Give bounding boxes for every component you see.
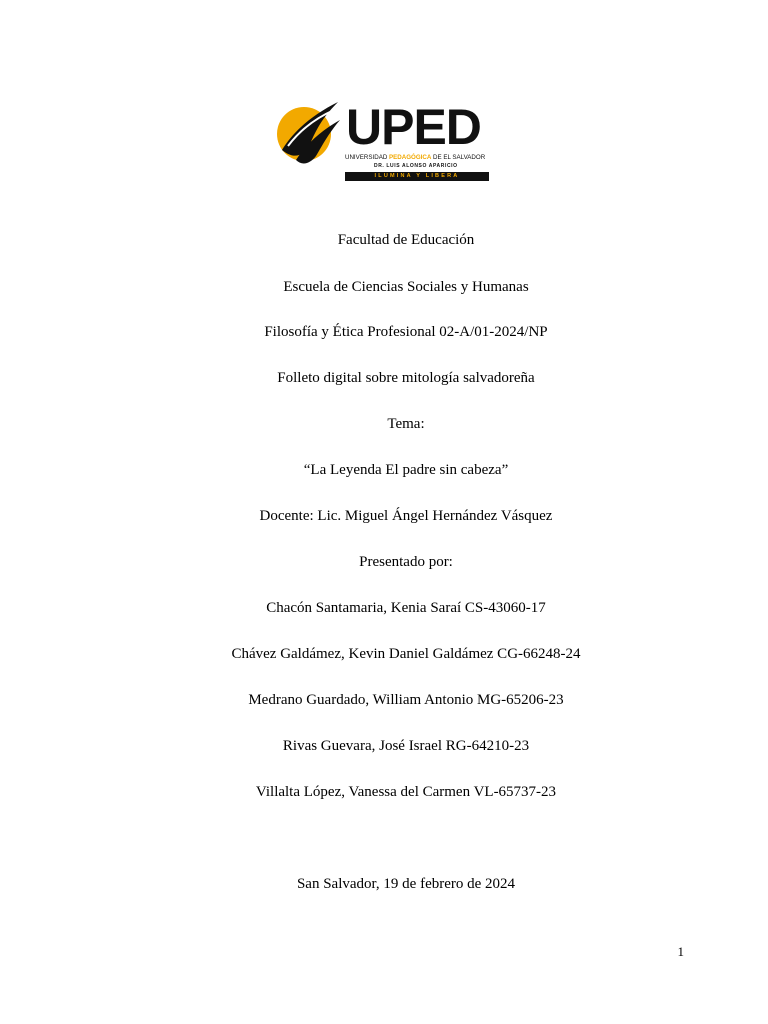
teacher-line: Docente: Lic. Miguel Ángel Hernández Vásquez bbox=[259, 508, 553, 524]
logo-university-name bbox=[345, 154, 485, 162]
student-line: Rivas Guevara, José Israel RG-64210-23 bbox=[282, 738, 530, 754]
flame-emblem-icon bbox=[276, 100, 344, 168]
topic-label: Tema: bbox=[387, 416, 425, 432]
place-date-line: San Salvador, 19 de febrero de 2024 bbox=[296, 876, 516, 892]
student-line: Chacón Santamaria, Kenia Saraí CS-43060-17 bbox=[266, 600, 546, 616]
logo-university-suffix: DE EL SALVADOR bbox=[431, 154, 486, 161]
faculty-line: Facultad de Educación bbox=[337, 232, 475, 248]
logo-founder-name: DR. LUIS ALONSO APARICIO bbox=[374, 163, 458, 169]
logo-university-prefix: UNIVERSIDAD bbox=[345, 154, 390, 161]
assignment-line: Folleto digital sobre mitología salvadoreña bbox=[277, 370, 535, 386]
university-logo bbox=[276, 98, 492, 184]
student-line: Medrano Guardado, William Antonio MG-65206-23 bbox=[248, 692, 564, 708]
topic-title: “La Leyenda El padre sin cabeza” bbox=[303, 462, 509, 478]
logo-motto-bar: ILUMINA Y LIBERA bbox=[345, 172, 489, 181]
page-number: 1 bbox=[677, 944, 684, 959]
school-line: Escuela de Ciencias Sociales y Humanas bbox=[283, 279, 529, 295]
logo-university-accent: PEDAGÓGICA bbox=[389, 154, 432, 161]
presented-by-label: Presentado por: bbox=[359, 554, 453, 570]
student-line: Villalta López, Vanessa del Carmen VL-65737-23 bbox=[255, 784, 557, 800]
logo-wordmark: UPED bbox=[346, 99, 481, 155]
student-line: Chávez Galdámez, Kevin Daniel Galdámez CG-66248-24 bbox=[231, 646, 581, 662]
course-line: Filosofía y Ética Profesional 02-A/01-2024/NP bbox=[264, 324, 548, 340]
